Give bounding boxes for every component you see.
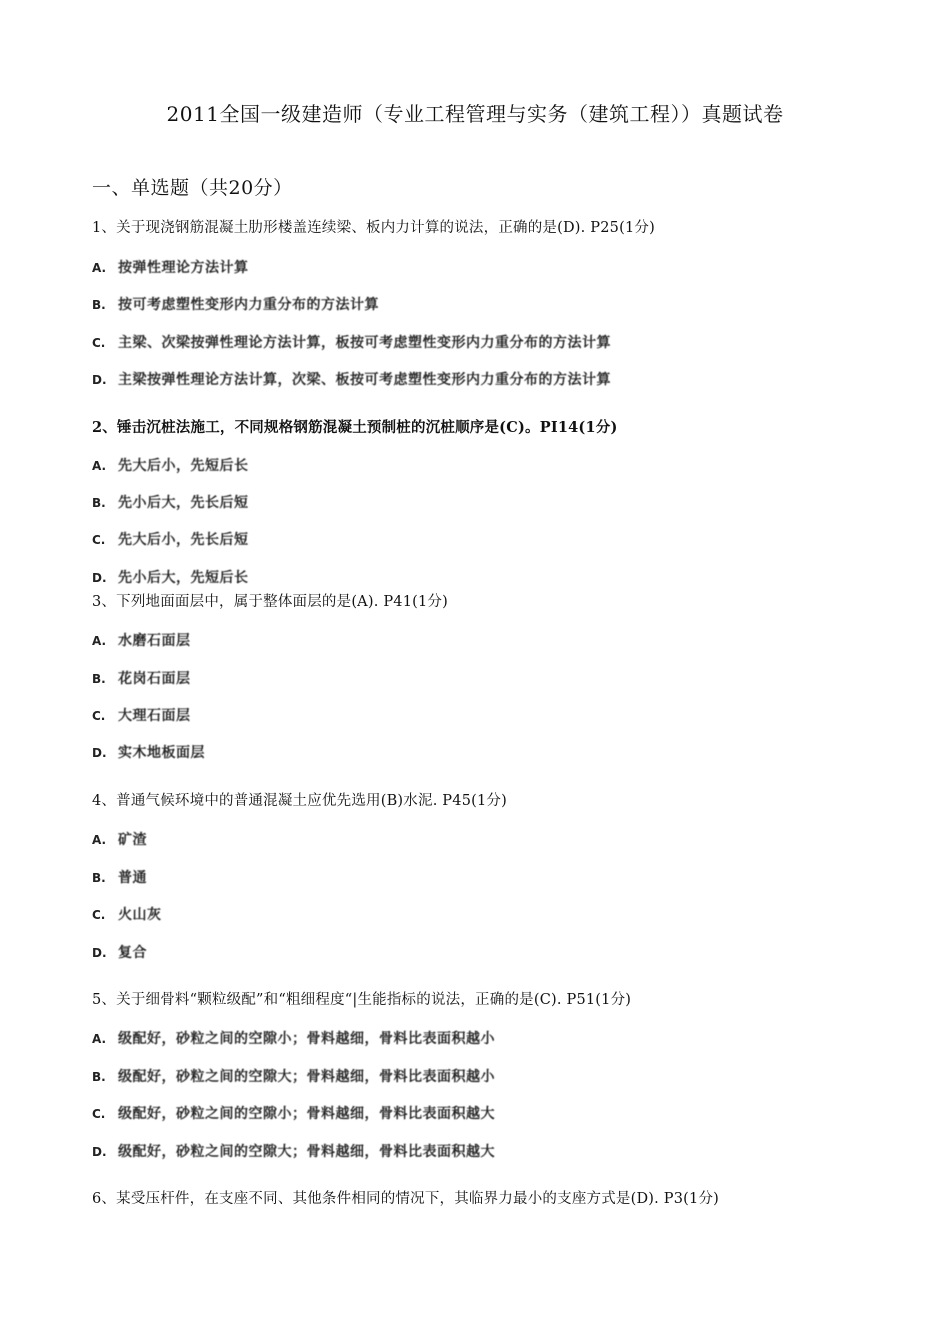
- option-letter: C.: [92, 908, 106, 922]
- question-5-option-d: [92, 1141, 495, 1161]
- option-text: 大理石面层: [118, 708, 191, 724]
- option-letter: B.: [92, 298, 106, 312]
- option-text: 级配好，砂粒之间的空隙大；骨料越细，骨料比表面积越小: [118, 1069, 495, 1085]
- option-letter: D.: [92, 373, 107, 387]
- option-text: 先小后大，先短后长: [118, 570, 249, 586]
- question-5-option-c: [92, 1103, 495, 1123]
- option-text: 先大后小，先短后长: [118, 458, 249, 474]
- option-letter: C.: [92, 336, 106, 350]
- option-text: 主梁按弹性理论方法计算，次梁、板按可考虑塑性变形内力重分布的方法计算: [118, 372, 611, 388]
- option-text: 水磨石面层: [118, 633, 191, 649]
- option-text: 级配好，砂粒之间的空隙小；骨料越细，骨料比表面积越小: [118, 1031, 495, 1047]
- question-2-option-a: [92, 455, 249, 475]
- option-letter: A.: [92, 1032, 107, 1046]
- question-4-stem: 4、普通气候环境中的普通混凝土应优先选用(B)水泥. P45(1分): [92, 793, 507, 809]
- option-text: 按可考虑塑性变形内力重分布的方法计算: [118, 297, 379, 313]
- document-title: 2011全国一级建造师（专业工程管理与实务（建筑工程））真题试卷: [166, 102, 784, 126]
- option-text: 级配好，砂粒之间的空隙大；骨料越细，骨料比表面积越大: [118, 1144, 495, 1160]
- question-1-stem: 1、关于现浇钢筋混凝土肋形楼盖连续梁、板内力计算的说法，正确的是(D). P25(1分): [92, 220, 655, 236]
- option-text: 复合: [118, 945, 147, 961]
- question-2-option-b: [92, 492, 249, 512]
- question-5-option-a: [92, 1028, 495, 1048]
- question-4-option-a: [92, 829, 147, 849]
- option-text: 矿渣: [118, 832, 147, 848]
- question-1-option-d: [92, 369, 611, 389]
- option-letter: C.: [92, 1107, 106, 1121]
- question-1-option-a: [92, 257, 249, 277]
- option-letter: B.: [92, 496, 106, 510]
- question-3-option-c: [92, 705, 191, 725]
- question-6-stem: 6、某受压杆件，在支座不同、其他条件相同的情况下，其临界力最小的支座方式是(D). P3(1分): [92, 1191, 720, 1207]
- option-letter: D.: [92, 1145, 107, 1159]
- option-letter: D.: [92, 746, 107, 760]
- question-4-option-d: [92, 942, 147, 962]
- option-text: 主梁、次梁按弹性理论方法计算，板按可考虑塑性变形内力重分布的方法计算: [118, 335, 611, 351]
- option-text: 实木地板面层: [118, 745, 205, 761]
- option-text: 火山灰: [118, 907, 162, 923]
- option-letter: A.: [92, 261, 107, 275]
- question-3-option-b: [92, 668, 191, 688]
- option-letter: A.: [92, 833, 107, 847]
- option-text: 级配好，砂粒之间的空隙小；骨料越细，骨料比表面积越大: [118, 1106, 495, 1122]
- question-1-option-c: [92, 332, 611, 352]
- option-text: 花岗石面层: [118, 671, 191, 687]
- question-2-stem: 2、锤击沉桩法施工，不同规格钢筋混凝土预制桩的沉桩顺序是(C)。PI14(1分): [92, 419, 618, 436]
- question-2-option-c: [92, 529, 249, 549]
- question-1-option-b: [92, 294, 379, 314]
- option-letter: C.: [92, 709, 106, 723]
- option-letter: A.: [92, 634, 107, 648]
- question-5-stem: 5、关于细骨料“颗粒级配”和“粗细程度“|生能指标的说法，正确的是(C). P51(1分): [92, 992, 632, 1008]
- option-text: 普通: [118, 870, 147, 886]
- question-3-stem: 3、下列地面面层中，属于整体面层的是(A). P41(1分): [92, 594, 448, 610]
- option-letter: A.: [92, 459, 107, 473]
- option-text: 按弹性理论方法计算: [118, 260, 249, 276]
- option-text: 先大后小，先长后短: [118, 532, 249, 548]
- option-letter: D.: [92, 946, 107, 960]
- option-letter: C.: [92, 533, 106, 547]
- question-2-option-d: [92, 567, 249, 587]
- option-letter: B.: [92, 871, 106, 885]
- question-5-option-b: [92, 1066, 495, 1086]
- option-text: 先小后大，先长后短: [118, 495, 249, 511]
- question-3-option-a: [92, 630, 191, 650]
- question-4-option-b: [92, 867, 147, 887]
- section-heading: 一、单选题（共20分）: [92, 177, 293, 199]
- question-4-option-c: [92, 904, 162, 924]
- option-letter: B.: [92, 1070, 106, 1084]
- option-letter: B.: [92, 672, 106, 686]
- option-letter: D.: [92, 571, 107, 585]
- question-3-option-d: [92, 742, 205, 762]
